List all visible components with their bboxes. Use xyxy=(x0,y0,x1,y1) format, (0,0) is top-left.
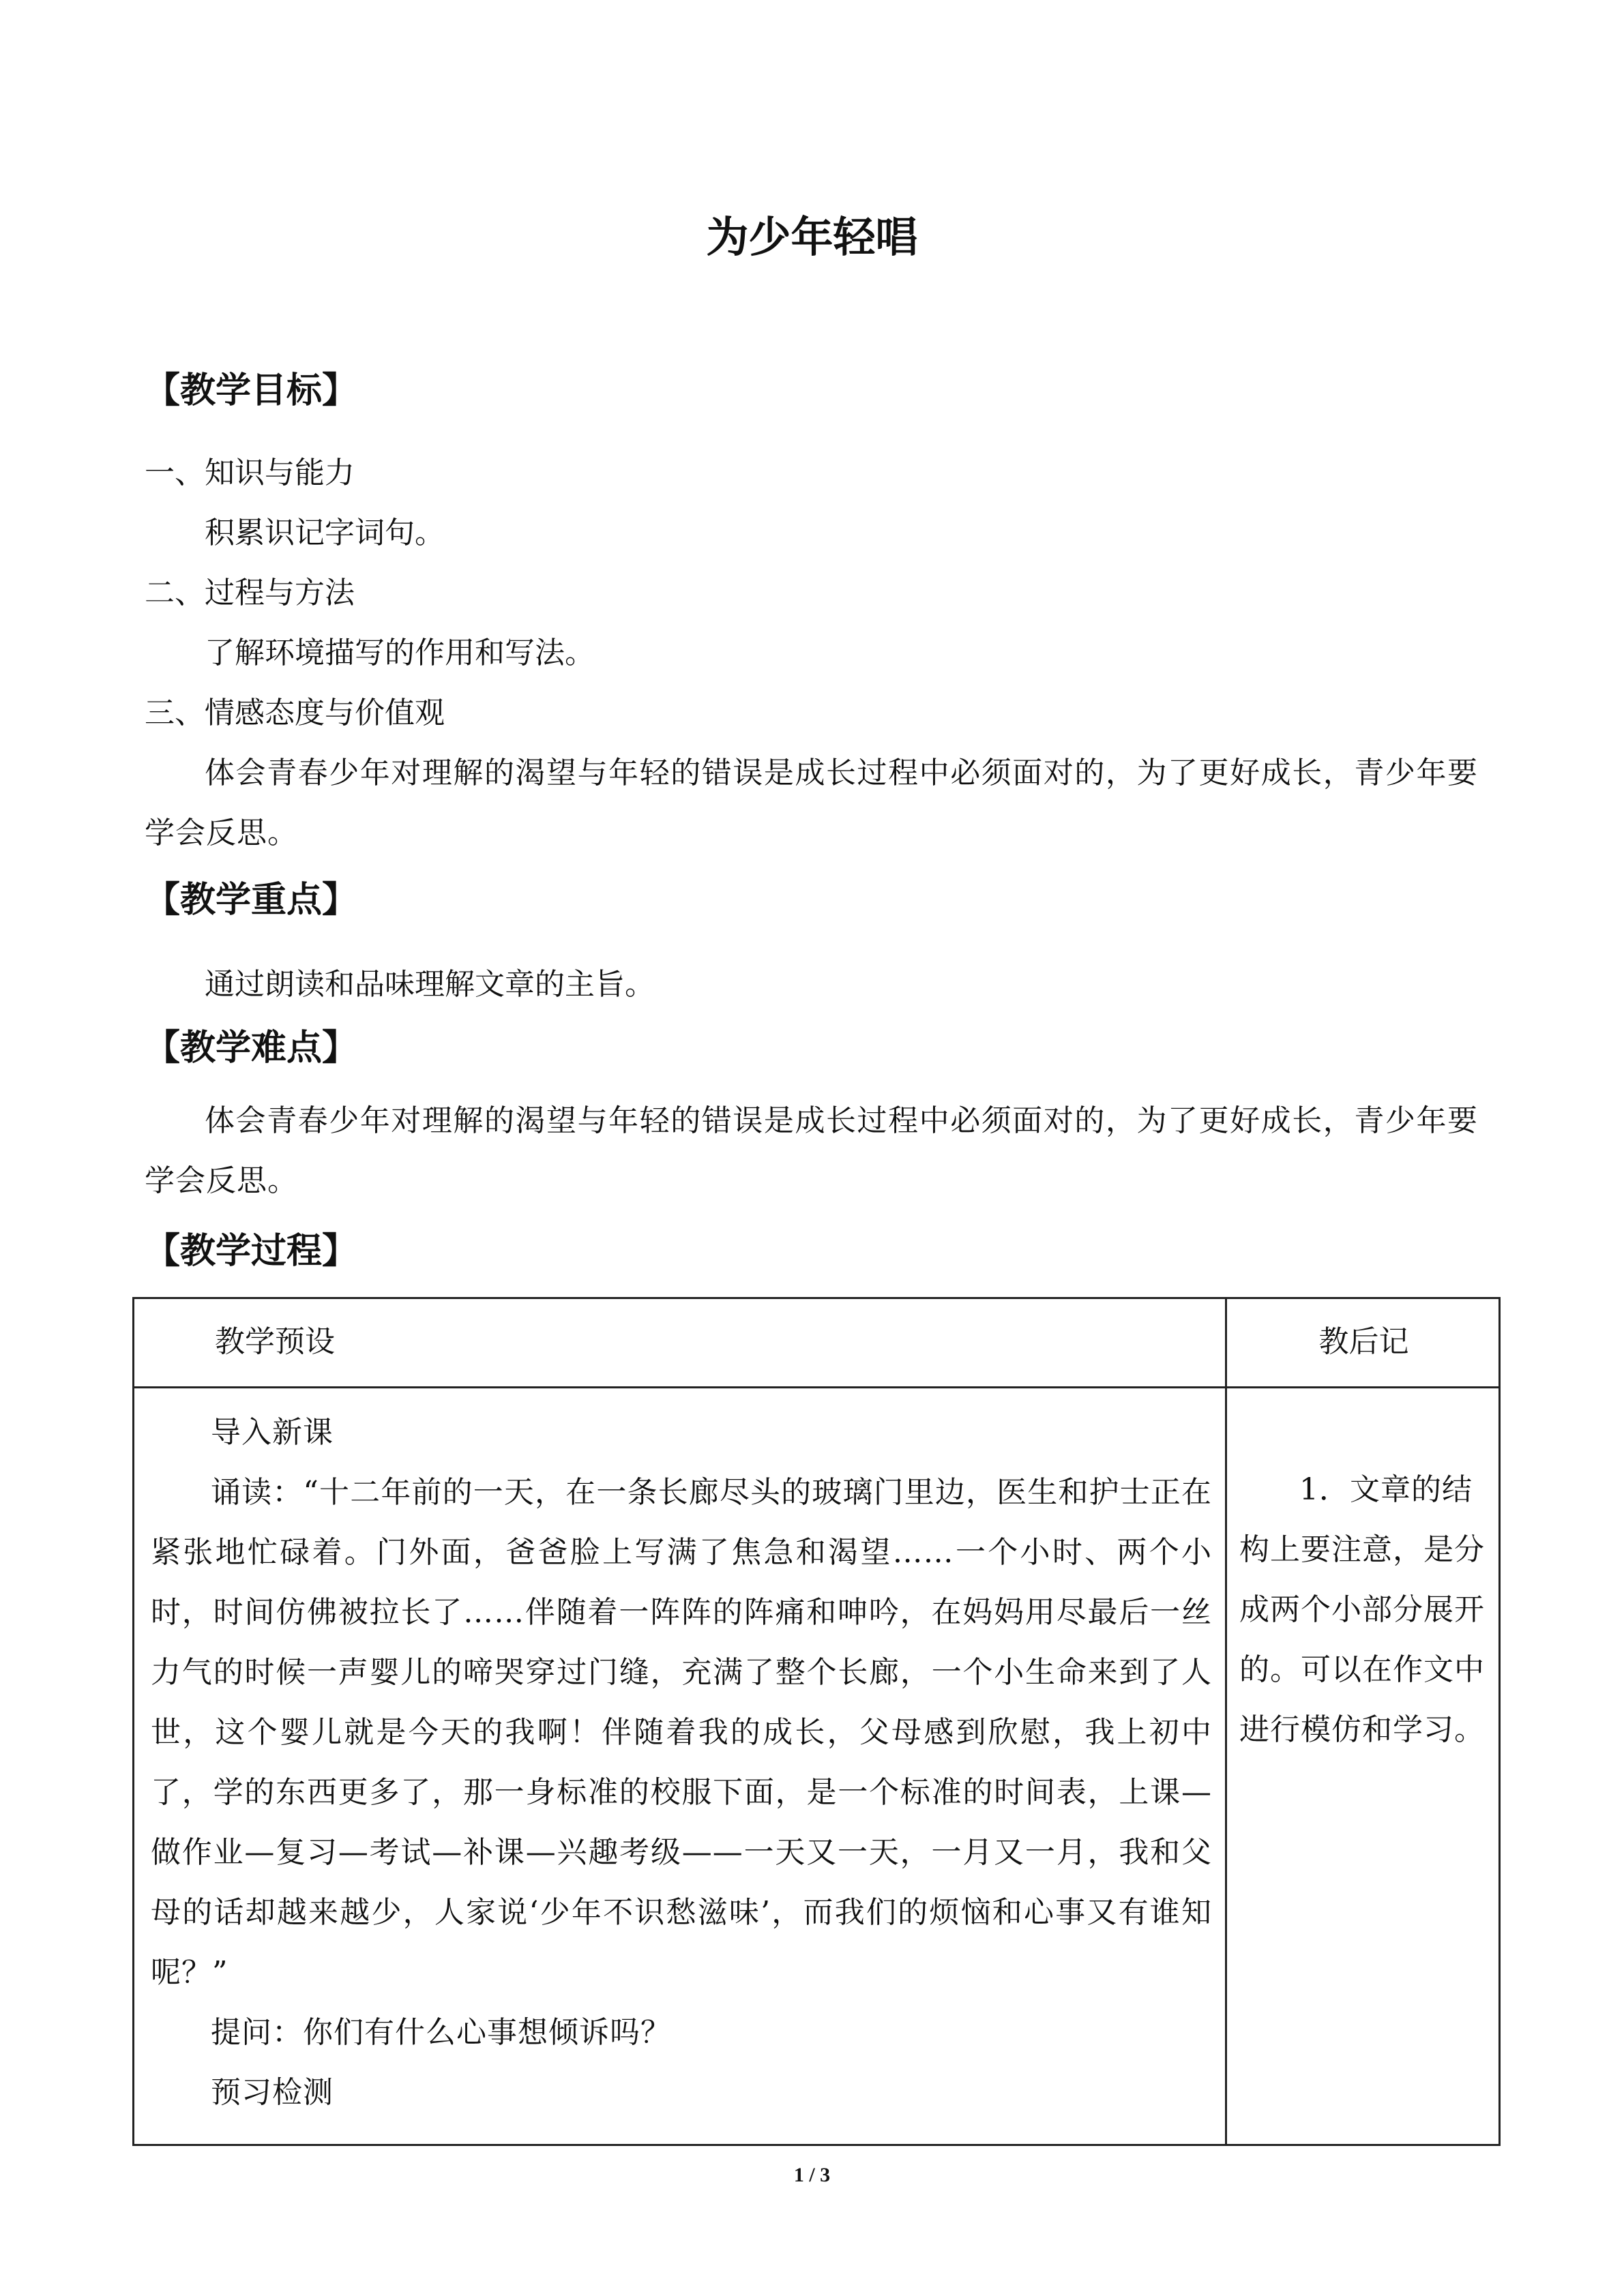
page-number: 1 / 3 xyxy=(793,2164,831,2186)
difficulties-text: 体会青春少年对理解的渴望与年轻的错误是成长过程中必须面对的，为了更好成长，青少年要学会反思。 xyxy=(145,1103,1478,1198)
table-header-teaching-plan: 教学预设 xyxy=(215,1324,335,1359)
plan-paragraph-preview: 预习检测 xyxy=(211,2075,334,2110)
process-heading: 【教学过程】 xyxy=(145,1231,358,1272)
header-divider xyxy=(134,1386,1498,1388)
difficulties-heading: 【教学难点】 xyxy=(145,1028,358,1069)
column-divider xyxy=(1225,1299,1227,2144)
objective-3-text: 体会青春少年对理解的渴望与年轻的错误是成长过程中必须面对的，为了更好成长，青少年要学会反思。 xyxy=(145,756,1478,850)
teaching-plan-content xyxy=(151,1403,1212,2123)
objectives-heading: 【教学目标】 xyxy=(145,370,358,411)
plan-paragraph-question: 提问：你们有什么心事想倾诉吗？ xyxy=(211,2015,671,2050)
post-lesson-note: 1．文章的结构上要注意，是分成两个小部分展开的。可以在作文中进行模仿和学习。 xyxy=(1239,1472,1485,1747)
key-points-heading: 【教学重点】 xyxy=(145,880,358,921)
key-points-text: 通过朗读和品味理解文章的主旨。 xyxy=(205,967,655,1002)
objective-2-title: 二、过程与方法 xyxy=(145,576,355,610)
objective-1-title: 一、知识与能力 xyxy=(145,456,355,490)
table-header-post-notes: 教后记 xyxy=(1318,1324,1409,1359)
plan-paragraph-intro: 导入新课 xyxy=(211,1415,334,1450)
teaching-process-table xyxy=(132,1297,1501,2146)
objective-1-text: 积累识记字词句。 xyxy=(205,516,445,550)
objective-2-text: 了解环境描写的作用和写法。 xyxy=(205,636,595,670)
plan-paragraph-recitation: 诵读：“十二年前的一天，在一条长廊尽头的玻璃门里边，医生和护士正在紧张地忙碌着。门外面，爸爸脸上写满了焦急和渴望……一个小时、两个小时，时间仿佛被拉长了……伴随着一阵阵的阵痛和呻吟，在妈妈用尽最后一丝力气的时候一声婴儿的啼哭穿过门缝，充满了整个长廊，一个小生命来到了人世，这个婴儿就是今天的我啊！伴随着我的成长，父母感到欣慰，我上初中了，学的东西更多了，那一身标准的校服下面，是一个标准的时间表，上课—做作业—复习—考试—补课—兴趣考级——一天又一天，一月又一月，我和父母的话却越来越少，人家说‘少年不识愁滋味’，而我们的烦恼和心事又有谁知呢？” xyxy=(151,1475,1212,1990)
objective-3-title: 三、情感态度与价值观 xyxy=(145,696,445,730)
document-title: 为少年轻唱 xyxy=(706,212,918,262)
